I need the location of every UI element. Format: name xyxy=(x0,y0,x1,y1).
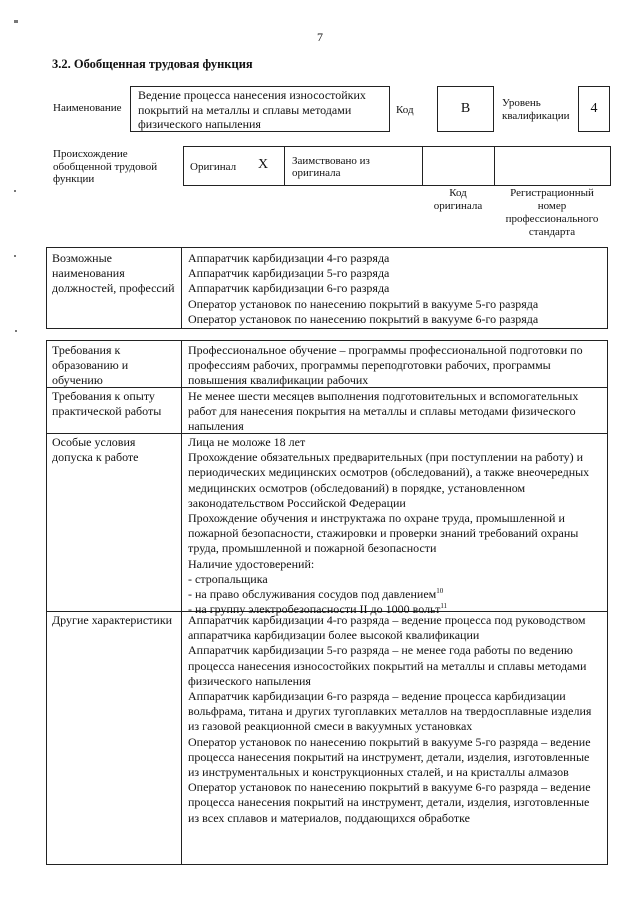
education-label: Требования к образованию и обучению xyxy=(52,343,129,387)
page-number: 7 xyxy=(317,30,323,44)
experience-text: Не менее шести месяцев выполнения подготовительных и вспомогательных работ для нанесения покрытия на металлы и сплавы методами физического напыления xyxy=(188,389,579,434)
experience-label: Требования к опыту практической работы xyxy=(52,389,162,418)
profession-item: Аппаратчик карбидизации 4-го разряда xyxy=(188,251,390,265)
other-line: Оператор установок по нанесению покрытий в вакууме 6-го разряда – ведение процесса нанесения покрытий на инструмент, детали, изделия, изготовленные из всех сплавов и материалов, поддающихся обработке xyxy=(188,780,591,825)
code-value: B xyxy=(460,101,471,116)
conditions-list xyxy=(188,435,602,617)
professions-divider xyxy=(181,248,182,328)
condition-line: Наличие удостоверений: xyxy=(188,556,315,571)
level-value-box xyxy=(578,86,610,132)
requirements-divider xyxy=(181,341,182,864)
scan-mark xyxy=(14,20,18,23)
certificate-electric-text: - на группу электробезопасности II до 1000 вольт xyxy=(188,602,441,617)
profession-item: Оператор установок по нанесению покрытий в вакууме 6-го разряда xyxy=(188,311,539,326)
other-line: Аппаратчик карбидизации 5-го разряда – не менее года работы по ведению процесса нанесения износостойких покрытий на металлы и сплавы методами физического напыления xyxy=(188,643,587,688)
other-line: Аппаратчик карбидизации 4-го разряда – ведение процесса под руководством аппаратчика карбидизации более высокой квалификации xyxy=(188,613,586,643)
requirements-table xyxy=(46,340,608,865)
code-value-box xyxy=(437,86,494,132)
other-line: Аппаратчик карбидизации 6-го разряда – ведение процесса карбидизации вольфрама, титана и других тугоплавких металлов на твердосплавные изделия из газовой реакционной смеси в вакуумных установках xyxy=(188,689,592,734)
scan-mark xyxy=(14,255,16,257)
professions-label: Возможные наименования должностей, профессий xyxy=(52,251,175,295)
condition-line: Прохождение обязательных предварительных (при поступлении на работу) и периодических медицинских осмотров (обследований), а также внеочередных медицинских осмотров (обследований) в порядке, установленном законодательством Российской Федерации xyxy=(188,450,590,510)
scan-mark xyxy=(15,330,17,332)
other-line: Оператор установок по нанесению покрытий в вакууме 5-го разряда – ведение процесса нанесения покрытий на инструмент, детали, изделия, изготовленные из инструментальных и конструкционных сталей, и на кристаллы алмазов xyxy=(188,734,591,780)
name-value: Ведение процесса нанесения износостойких покрытий на металлы и сплавы методами физического напыления xyxy=(138,88,366,131)
name-value-box xyxy=(130,86,390,132)
original-mark: X xyxy=(258,157,269,172)
registration-caption: Регистрационный номер профессионального стандарта xyxy=(505,187,599,238)
certificate-pressure-text: - на право обслуживания сосудов под давлением xyxy=(188,587,437,602)
other-list xyxy=(188,613,602,826)
borrowed-label: Заимствовано из оригинала xyxy=(292,155,370,179)
condition-line: Прохождение обучения и инструктажа по охране труда, промышленной и пожарной безопасности, стажировки и проверки знаний требований охраны труда, промышленной и пожарной безопасности xyxy=(188,511,579,556)
section-title: 3.2. Обобщенная трудовая функция xyxy=(52,57,253,71)
level-value: 4 xyxy=(590,101,598,116)
origin-divider xyxy=(284,146,285,186)
origin-label: Происхождение обобщенной трудовой функции xyxy=(53,148,158,185)
profession-item: Оператор установок по нанесению покрытий в вакууме 5-го разряда xyxy=(188,296,539,311)
profession-item: Аппаратчик карбидизации 5-го разряда xyxy=(188,266,390,281)
other-label: Другие характеристики xyxy=(52,613,173,627)
original-label: Оригинал xyxy=(190,161,237,173)
code-label: Код xyxy=(396,104,414,116)
footnote-ref: 10 xyxy=(436,587,444,596)
name-label: Наименование xyxy=(53,102,122,114)
origin-divider xyxy=(422,146,423,186)
footnote-ref: 11 xyxy=(440,602,448,611)
professions-table xyxy=(46,247,608,329)
profession-item: Аппаратчик карбидизации 6-го разряда xyxy=(188,281,390,296)
condition-line: - стропальщика xyxy=(188,571,268,586)
professions-list xyxy=(188,251,602,327)
conditions-label: Особые условия допуска к работе xyxy=(52,435,139,464)
scan-mark xyxy=(14,190,16,192)
certificate-pressure xyxy=(188,587,602,602)
education-text: Профессиональное обучение – программы профессиональной подготовки по профессиям рабочих, программы переподготовки рабочих, программы повышения квалификации рабочих xyxy=(188,343,583,388)
code-original-caption: Код оригинала xyxy=(433,187,483,212)
condition-line: Лица не моложе 18 лет xyxy=(188,435,306,449)
origin-divider xyxy=(494,146,495,186)
level-label: Уровень квалификации xyxy=(502,97,570,122)
